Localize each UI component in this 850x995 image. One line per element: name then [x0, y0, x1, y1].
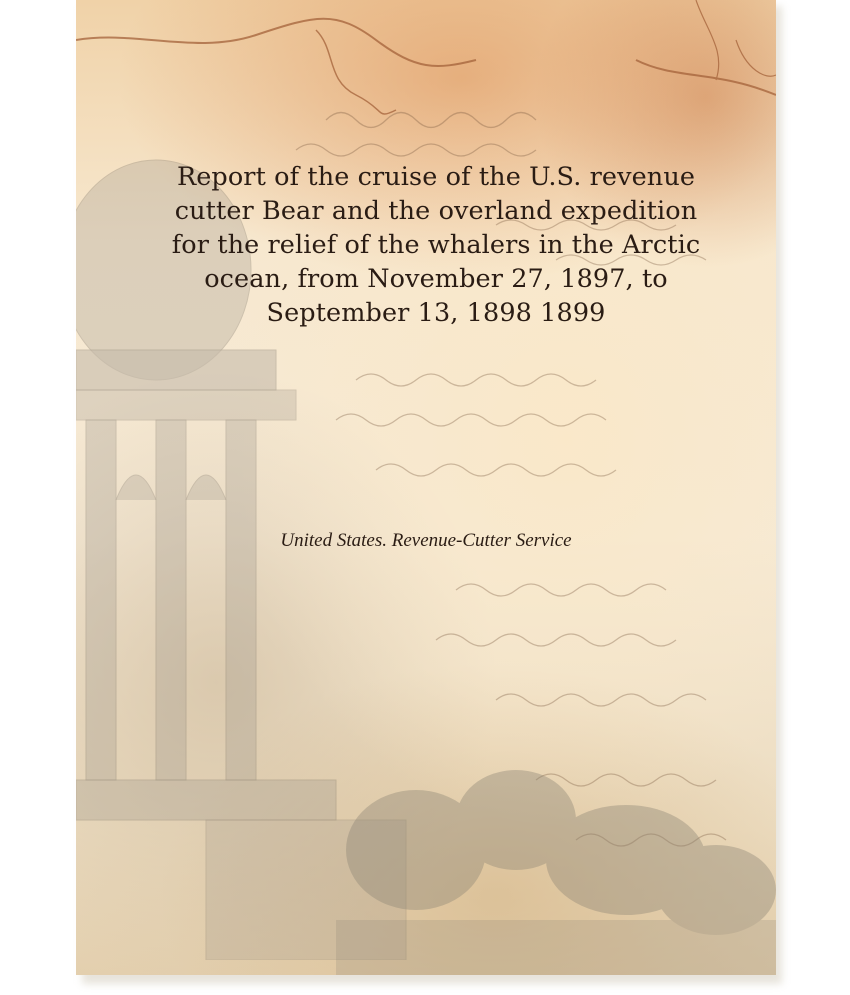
trees-illustration: [336, 690, 776, 975]
title-line: ocean, from November 27, 1897, to: [204, 264, 668, 294]
title-line: cutter Bear and the overland expedition: [174, 196, 698, 226]
title-line: September 13, 1898 1899: [266, 298, 606, 328]
book-title: [136, 160, 736, 330]
title-line: Report of the cruise of the U.S. revenue: [176, 162, 696, 192]
book-cover: [76, 0, 776, 975]
title-line: for the relief of the whalers in the Arctic: [171, 230, 701, 260]
book-author: United States. Revenue-Cutter Service: [280, 530, 572, 551]
